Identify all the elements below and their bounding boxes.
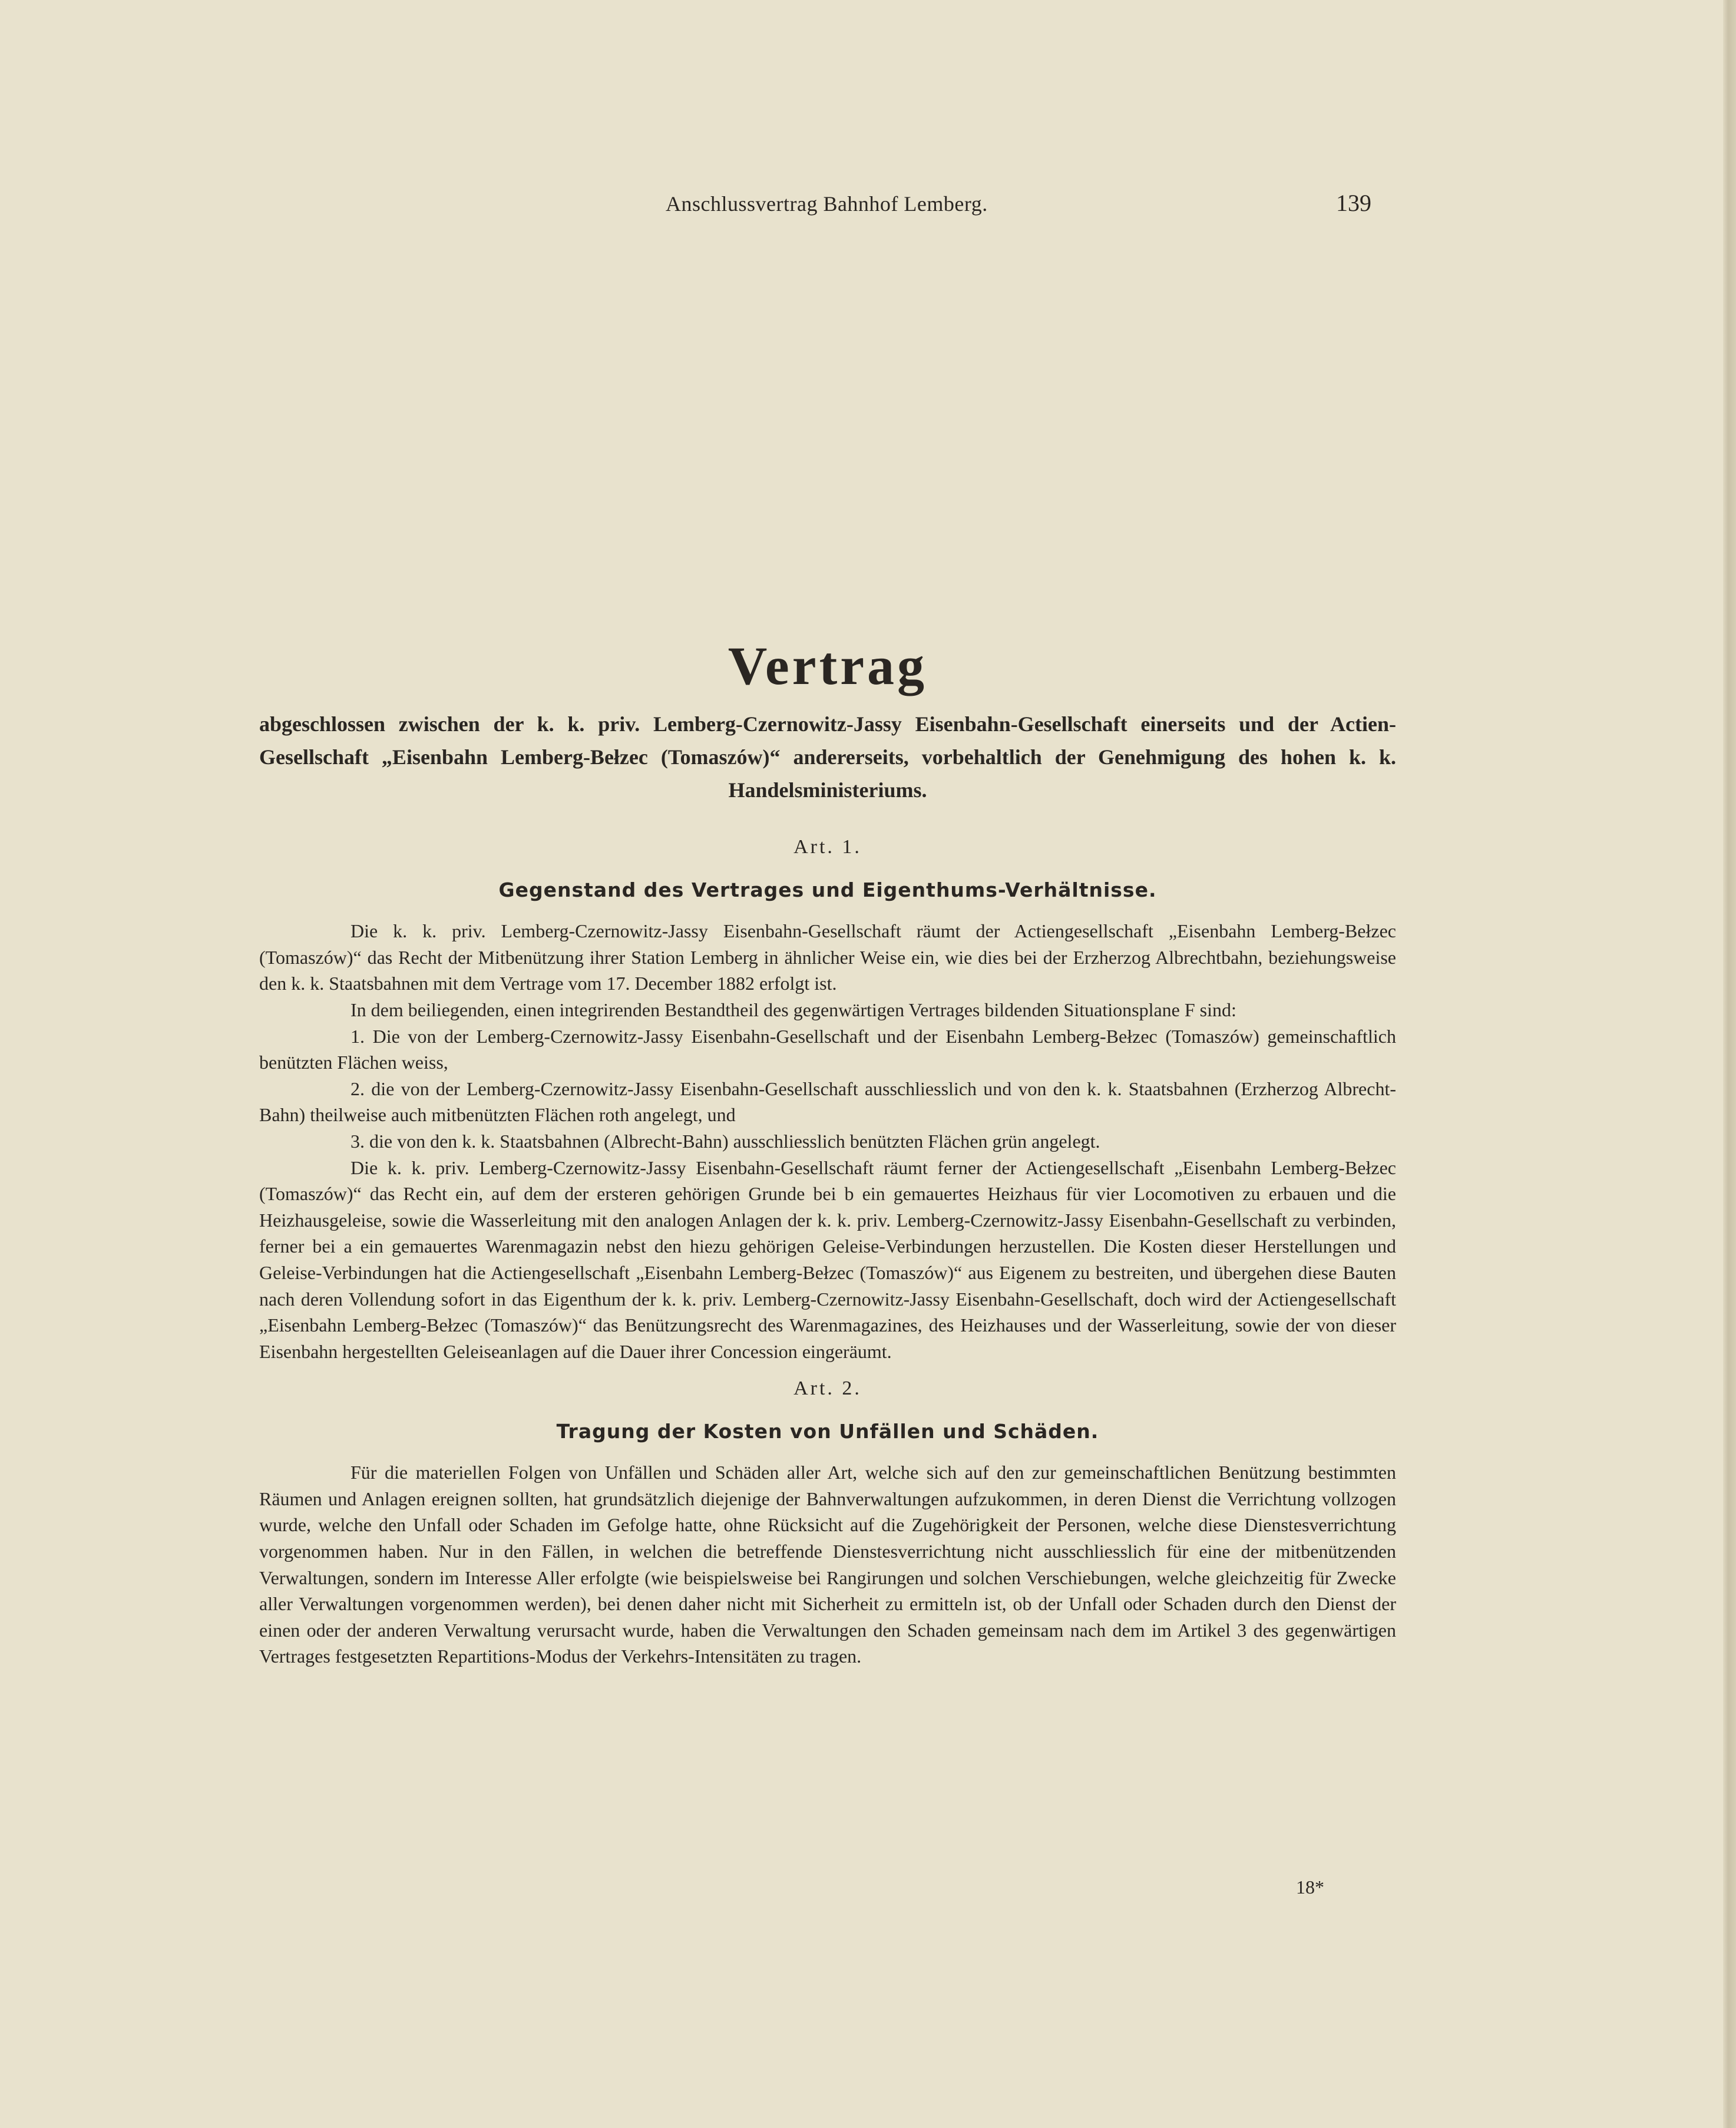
article-2-heading: Tragung der Kosten von Unfällen und Schäden.: [556, 1420, 1099, 1443]
article-1-paragraph: In dem beiliegenden, einen integrirenden Bestandtheil des gegenwärtigen Vertrages bildenden Situationsplane F sind:: [350, 999, 1236, 1020]
running-head: Anschlussvertrag Bahnhof Lemberg.: [666, 192, 988, 216]
document-title: Vertrag: [728, 636, 928, 696]
page-edge: [1723, 0, 1736, 2128]
article-1-heading: Gegenstand des Vertrages und Eigenthums-Verhältnisse.: [498, 878, 1157, 902]
article-1-list-item: 3. die von den k. k. Staatsbahnen (Albrecht-Bahn) ausschliesslich benützten Flächen grün angelegt.: [350, 1130, 1100, 1152]
page-number: 139: [1336, 190, 1371, 216]
document-body: [259, 636, 1396, 1670]
article-1-paragraph: Die k. k. priv. Lemberg-Czernowitz-Jassy Eisenbahn-Gesellschaft räumt der Actiengesellschaft „Eisenbahn Lemberg-Bełzec (Tomaszów)“ das Recht der Mitbenützung ihrer Station Lemberg in ähnlicher Weise ein, wie dies bei der Erzherzog Albrechtbahn, beziehungsweise den k. k. Staatsbahnen mit dem Vertrage vom 17. December 1882 erfolgt ist.: [259, 920, 1396, 994]
page-header: [0, 191, 1736, 227]
article-2-paragraph: Für die materiellen Folgen von Unfällen und Schäden aller Art, welche sich auf den zur gemeinschaftlichen Benützung bestimmten Räumen und Anlagen ereignen sollten, hat grundsätzlich diejenige der Bahnverwaltungen aufzukommen, in deren Dienst die Verrichtung vollzogen wurde, welche den Unfall oder Schaden im Gefolge hatte, ohne Rücksicht auf die Zugehörigkeit der Personen, welche diese Dienstesverrichtung vorgenommen haben. Nur in den Fällen, in welchen die betreffende Dienstesverrichtung nicht ausschliesslich für eine der mitbenützenden Verwaltungen, sondern im Interesse Aller erfolgte (wie beispielsweise bei Rangirungen und solchen Verschiebungen, welche gleichzeitig für Zwecke aller Verwaltungen vorgenommen werden), bei denen daher nicht mit Sicherheit zu ermitteln ist, ob der Unfall oder Schaden durch den Dienst der einen oder der anderen Verwaltung verursacht wurde, haben die Verwaltungen den Schaden gemeinsam nach dem im Artikel 3 des gegenwärtigen Vertrages festgesetzten Repartitions-Modus der Verkehrs-Intensitäten zu tragen.: [259, 1462, 1396, 1667]
document-subtitle: abgeschlossen zwischen der k. k. priv. Lemberg-Czernowitz-Jassy Eisenbahn-Gesellschaft einerseits und der Actien-Gesellschaft „Eisenbahn Lemberg-Bełzec (Tomaszów)“ andererseits, vorbehaltlich der Genehmigung des hohen k. k. Handelsministeriums.: [259, 712, 1396, 802]
signature-mark: 18*: [1296, 1876, 1324, 1898]
article-2: [259, 1377, 1396, 1670]
article-1-paragraph: Die k. k. priv. Lemberg-Czernowitz-Jassy Eisenbahn-Gesellschaft räumt ferner der Actiengesellschaft „Eisenbahn Lemberg-Bełzec (Tomaszów)“ das Recht ein, auf dem der ersteren gehörigen Grunde bei b ein gemauertes Heizhaus für vier Locomotiven zu erbauen und die Heizhausgeleise, sowie die Wasserleitung mit den analogen Anlagen der k. k. priv. Lemberg-Czernowitz-Jassy Eisenbahn-Gesellschaft zu verbinden, ferner bei a ein gemauertes Warenmagazin nebst den hiezu gehörigen Geleise-Verbindungen herzustellen. Die Kosten dieser Herstellungen und Geleise-Verbindungen hat die Actiengesellschaft „Eisenbahn Lemberg-Bełzec (Tomaszów)“ aus Eigenem zu bestreiten, und übergehen diese Bauten nach deren Vollendung sofort in das Eigenthum der k. k. priv. Lemberg-Czernowitz-Jassy Eisenbahn-Gesellschaft, doch wird der Actiengesellschaft „Eisenbahn Lemberg-Bełzec (Tomaszów)“ das Benützungsrecht des Warenmagazines, des Heizhauses und der Wasserleitung, sowie der von dieser Eisenbahn hergestellten Geleiseanlagen auf die Dauer ihrer Concession eingeräumt.: [259, 1156, 1396, 1362]
article-2-number: Art. 2.: [793, 1377, 862, 1400]
article-1: [259, 836, 1396, 1364]
article-1-list-item: 2. die von der Lemberg-Czernowitz-Jassy Eisenbahn-Gesellschaft ausschliesslich und von den k. k. Staatsbahnen (Erzherzog Albrecht-Bahn) theilweise auch mitbenützten Flächen roth angelegt, und: [259, 1078, 1396, 1126]
article-1-list-item: 1. Die von der Lemberg-Czernowitz-Jassy Eisenbahn-Gesellschaft und der Eisenbahn Lemberg-Bełzec (Tomaszów) gemeinschaftlich benützten Flächen weiss,: [259, 1025, 1396, 1073]
article-1-number: Art. 1.: [793, 836, 862, 858]
